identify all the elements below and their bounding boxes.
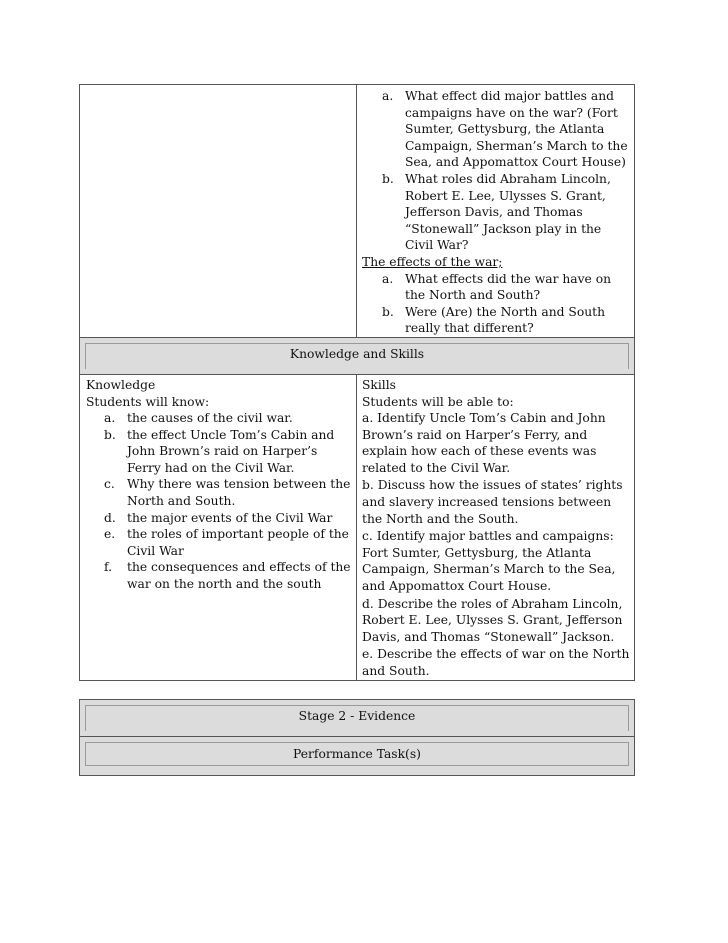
knowledge-item-text: the major events of the Civil War (127, 510, 333, 525)
essential-questions-cell (357, 85, 635, 338)
list-marker: a. (104, 411, 116, 426)
section-title: Knowledge and Skills (289, 346, 425, 361)
skill-item: d. Describe the roles of Abraham Lincoln, Robert E. Lee, Ulysses S. Grant, Jefferson Davis, and Thomas “Stonewall” Jackson. (362, 596, 623, 644)
skills-title: Skills (362, 377, 396, 392)
empty-cell (80, 85, 357, 338)
knowledge-item-text: the roles of important people of the Civil War (127, 527, 349, 558)
knowledge-skills-header (80, 337, 635, 374)
knowledge-skills-row (80, 374, 635, 680)
list-item (104, 476, 352, 509)
skill-item: b. Discuss how the issues of states’ rights and slavery increased tensions between the North and the South. (362, 478, 623, 526)
question-text: Were (Are) the North and South really that different? (405, 304, 606, 336)
skill-item: c. Identify major battles and campaigns: Fort Sumter, Gettysburg, the Atlanta Campaign, Sherman’s March to the Sea, and Appomattox Court House. (362, 529, 616, 594)
list-item (382, 88, 630, 171)
list-marker: b. (104, 427, 116, 442)
list-marker: a. (382, 89, 394, 103)
list-marker: a. (382, 271, 394, 286)
knowledge-item-text: the causes of the civil war. (127, 411, 293, 426)
knowledge-cell (80, 374, 357, 680)
knowledge-item-text: Why there was tension between the North and South. (127, 477, 351, 509)
question-text: What roles did Abraham Lincoln, Robert E. Lee, Ulysses S. Grant, Jefferson Davis, and Thomas “Stonewall” Jackson play in the Civil War? (405, 171, 611, 253)
list-item (104, 427, 352, 477)
skills-cell (357, 374, 635, 680)
skill-item: e. Describe the effects of war on the North and South. (362, 647, 630, 678)
knowledge-item-text: the consequences and effects of the war on the north and the south (127, 560, 351, 592)
list-item (382, 271, 630, 304)
list-item (382, 171, 630, 254)
knowledge-list (104, 410, 352, 593)
list-item (382, 304, 630, 337)
stage-2-header (80, 700, 635, 737)
list-marker: b. (382, 304, 394, 319)
list-marker: b. (382, 171, 394, 186)
list-marker: c. (104, 477, 115, 492)
questions-row (80, 85, 635, 338)
knowledge-intro: Students will know: (86, 394, 210, 409)
performance-header-row (80, 737, 635, 776)
question-text: What effects did the war have on the North and South? (405, 271, 612, 303)
list-item (104, 510, 352, 527)
effects-questions (382, 271, 630, 337)
stage-2-header-row (80, 700, 635, 737)
performance-tasks-header (80, 737, 635, 776)
battle-role-questions (382, 88, 630, 254)
knowledge-skills-header-row (80, 337, 635, 374)
list-marker: e. (104, 527, 116, 542)
skill-item: a. Identify Uncle Tom’s Cabin and John Brown’s raid on Harper’s Ferry, and explain how each of these events was related to the Civil War. (362, 411, 606, 475)
section-title: Stage 2 - Evidence (298, 709, 416, 723)
question-text: What effect did major battles and campaigns have on the war? (Fort Sumter, Gettysburg, the Atlanta Campaign, Sherman’s March to the Sea, and Appomattox Court House) (405, 89, 628, 170)
effects-heading: The effects of the war; (362, 254, 503, 269)
section-title: Performance Task(s) (293, 747, 421, 761)
skills-intro: Students will be able to: (362, 394, 514, 409)
list-item (104, 410, 352, 427)
list-marker: d. (104, 510, 116, 525)
knowledge-item-text: the effect Uncle Tom’s Cabin and John Brown’s raid on Harper’s Ferry had on the Civil War. (127, 427, 335, 475)
stage-2-table (79, 699, 635, 776)
list-item (104, 526, 352, 559)
knowledge-title: Knowledge (86, 377, 156, 392)
list-marker: f. (104, 560, 113, 575)
list-item (104, 559, 352, 592)
unit-plan-table (79, 84, 635, 681)
